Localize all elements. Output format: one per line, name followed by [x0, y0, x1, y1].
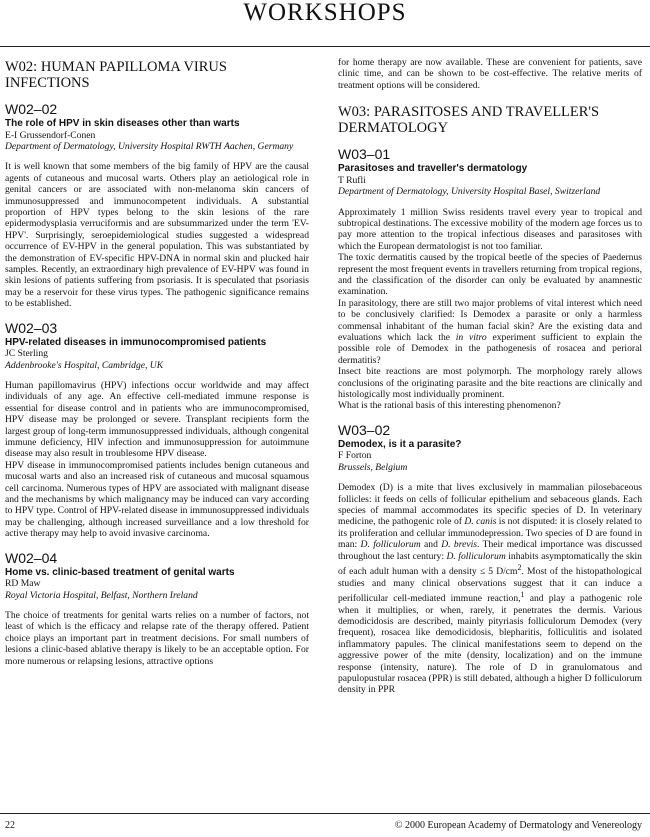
- superscript: 2: [517, 563, 522, 572]
- text-run: and: [420, 539, 442, 551]
- text-run: and play a pathogenic role when it multiplies, or when, rarely, it penetrates the dermis. Various demodicidosis are described, mainly pityriasis folliculorum Demodex (very frequent), rosacea like demodicidosis, blepharitis, folliculitis and isolated inflammatory papules. The clinical manifestations seem to depend on the aggressive power of the mite (density, localization) and on the immune response (intensity, nature). The role of D in granulomatous and papulopustular rosacea (PPR) is still debated, although a higher D folliculorum density in PPR: [338, 593, 643, 696]
- text-run-italic: D. brevis: [441, 539, 478, 551]
- text-run: is not disputed: it is closely related to its proliferation and cellular immunodepression. Two species of D are found in man:: [338, 516, 642, 551]
- abstract-body-paragraph: Approximately 1 million Swiss residents travel every year to tropical and subtropical destinations. The excessive mobility of the modern age forces us to pay more attention to the tropical infectious diseases and parasitoses with which the European dermatologist is not too familiar.: [338, 206, 642, 252]
- text-run-italic: D. folliculorum: [446, 550, 506, 562]
- abstract-affiliation: Addenbrooke's Hospital, Cambridge, UK: [5, 359, 164, 371]
- text-run: . Most of the histopathological studies and many clinical observations suggest that it can induce a perifollicular cell-mediated immune reaction,: [338, 566, 642, 605]
- abstract-authors: F Forton: [338, 450, 372, 462]
- abstract-affiliation: Royal Victoria Hospital, Belfast, Northern Ireland: [5, 589, 198, 601]
- abstract-title: Parasitoses and traveller's dermatology: [338, 163, 528, 175]
- page-header-title: WORKSHOPS: [243, 0, 407, 26]
- text-run-italic: D. canis: [464, 516, 497, 528]
- continued-text: for home therapy are now available. These are convenient for patients, save clinic time, and can be shown to be cost-effective. The relative merits of treatment options will be considered.: [338, 57, 642, 91]
- abstract-title: The role of HPV in skin diseases other than warts: [5, 118, 240, 129]
- text-run: . Their medical importance was discussed throughout the last century:: [338, 539, 642, 562]
- reference-superscript: 1: [520, 590, 525, 599]
- abstract-authors: JC Sterling: [5, 348, 48, 360]
- footer-rule: [0, 813, 650, 814]
- text-run-italic: in vitro: [455, 332, 487, 343]
- right-column: [338, 57, 642, 696]
- abstract-w03-01: [338, 147, 642, 412]
- abstract-title: Home vs. clinic-based treatment of genital warts: [5, 566, 235, 578]
- abstract-code: W03–01: [338, 146, 391, 163]
- abstract-body-paragraph: Human papillomavirus (HPV) infections occur worldwide and may affect individuals of any age. An effective cell-mediated immune response is essential for disease control and in patients who are immunocompromised, HPV disease may be prolonged or severe. Transplant recipients form the largest group of long-term immunosuppressed individuals, although congenital immune deficiency, HIV infection and immunosuppression for autoimmune disease may also result in troublesome HPV disease.: [5, 379, 309, 460]
- abstract-w02-04: [5, 551, 309, 667]
- abstract-w03-02: [338, 423, 642, 696]
- section-title-w03: W03: PARASITOSES AND TRAVELLER'S DERMATOLOGY: [338, 104, 600, 136]
- header-rule: [0, 46, 650, 47]
- section-title-w02: W02: HUMAN PAPILLOMA VIRUS INFECTIONS: [5, 59, 227, 91]
- abstract-title: Demodex, is it a parasite?: [338, 438, 462, 450]
- text-run: inhabits asymptomatically the skin of each adult human with a density ≤ 5 D/cm: [338, 550, 642, 578]
- abstract-affiliation: Department of Dermatology, University Hospital RWTH Aachen, Germany: [5, 140, 294, 152]
- copyright-notice: © 2000 European Academy of Dermatology and Venereology: [394, 820, 642, 831]
- text-run: Demodex (D) is a mite that lives exclusively in mammalian pilosebaceous follicles: it feeds on cells of follicular epithelium and sebaceous glands. Each species of mammal accommodates its specific species of D. In veterinary medicine, the pathogenic role of: [338, 482, 642, 528]
- text-run-italic: D. folliculorum: [360, 539, 421, 551]
- page-number: 22: [5, 820, 15, 831]
- text-run: In parasitology, there are still two major problems of vital interest which need to be conclusively clarified: Is Demodex a parasite or only a harmless commensal inhabitant of the human facial skin? Are the existing data and evaluations which lack the: [338, 297, 642, 343]
- abstract-body-paragraph: [338, 298, 642, 366]
- abstract-authors: RD Maw: [5, 578, 41, 590]
- abstract-title: HPV-related diseases in immunocompromised patients: [5, 336, 267, 348]
- abstract-w02-03: [5, 321, 309, 540]
- abstract-affiliation: Department of Dermatology, University Hospital Basel, Switzerland: [338, 186, 601, 198]
- abstract-body: It is well known that some members of the big family of HPV are the causal agents of cutaneous and mucosal warts. Others play an aetiological role in genital cancers or are associated with non-melanoma skin cancers of immunosuppressed and immunocompetent individuals. A substantial proportion of HPV types belong to the skin lesions of the rare epidermodysplasia verruciformis and are subsummarized under the term 'EV-HPV'. Surprisingly, seroepidemiological studies suggested a widespread occurrence of EV-HPV in the general population. This was substantiated by the demonstration of EV-specific HPV-DNA in normal skin and plucked hair samples. Recently, an extraordinary high prevalence of EV-HPV was found in skin lesions of patients suffering from psoriasis. It is speculated that psoriasis may be a reservoir for these virus types. The pathogenic significance remains to be established.: [5, 161, 309, 310]
- abstract-body-paragraph: HPV disease in immunocompromised patients includes benign cutaneous and mucosal warts and also an increased risk of cutaneous and mucosal squamous cell carcinoma. Numerous types of HPV are associated with malignant disease and the mechanisms by which malignancy may be induced can vary according to HPV type. Control of HPV-related disease in immunosuppressed individuals may be challenging, although increased surveillance and a low threshold for active therapy may help to avoid invasive carcinoma.: [5, 459, 309, 540]
- abstract-body: The choice of treatments for genital warts relies on a number of factors, not least of which is the efficacy and relapse rate of the therapy offered. Patient choice plays an important part in treatment decisions. For small numbers of lesions a clinic-based ablative therapy is likely to be an acceptable option. For more numerous or relapsing lesions, attractive options: [5, 609, 309, 667]
- text-run: experiment sufficient to explain the possible role of Demodex in the pathogenesis of rosacea and perioral dermatitis?: [338, 332, 643, 366]
- abstract-affiliation: Brussels, Belgium: [338, 461, 408, 473]
- abstract-code: W02–02: [5, 101, 58, 117]
- abstract-code: W02–04: [5, 549, 58, 566]
- abstract-w02-02: [5, 102, 309, 310]
- abstract-body-paragraph: The toxic dermatitis caused by the tropical beetle of the species of Paedernus represent the most frequent events in travellers returning from tropical regions, and the classification of the disorder can only be evaluated by anamnestic examination.: [338, 252, 642, 298]
- abstract-code: W03–02: [338, 421, 391, 438]
- abstract-code: W02–03: [5, 319, 58, 336]
- left-column: [5, 60, 309, 667]
- abstract-body-paragraph: [338, 482, 642, 696]
- abstract-authors: E-I Grussendorf-Conen: [5, 129, 96, 141]
- abstract-body-paragraph: What is the rational basis of this interesting phenomenon?: [338, 400, 561, 412]
- abstract-authors: T Rufli: [338, 174, 366, 186]
- abstract-body-paragraph: Insect bite reactions are most polymorph. The morphology rarely allows conclusions of the originating parasite and the bite reactions are clinically and histologically most individually prominent.: [338, 366, 642, 401]
